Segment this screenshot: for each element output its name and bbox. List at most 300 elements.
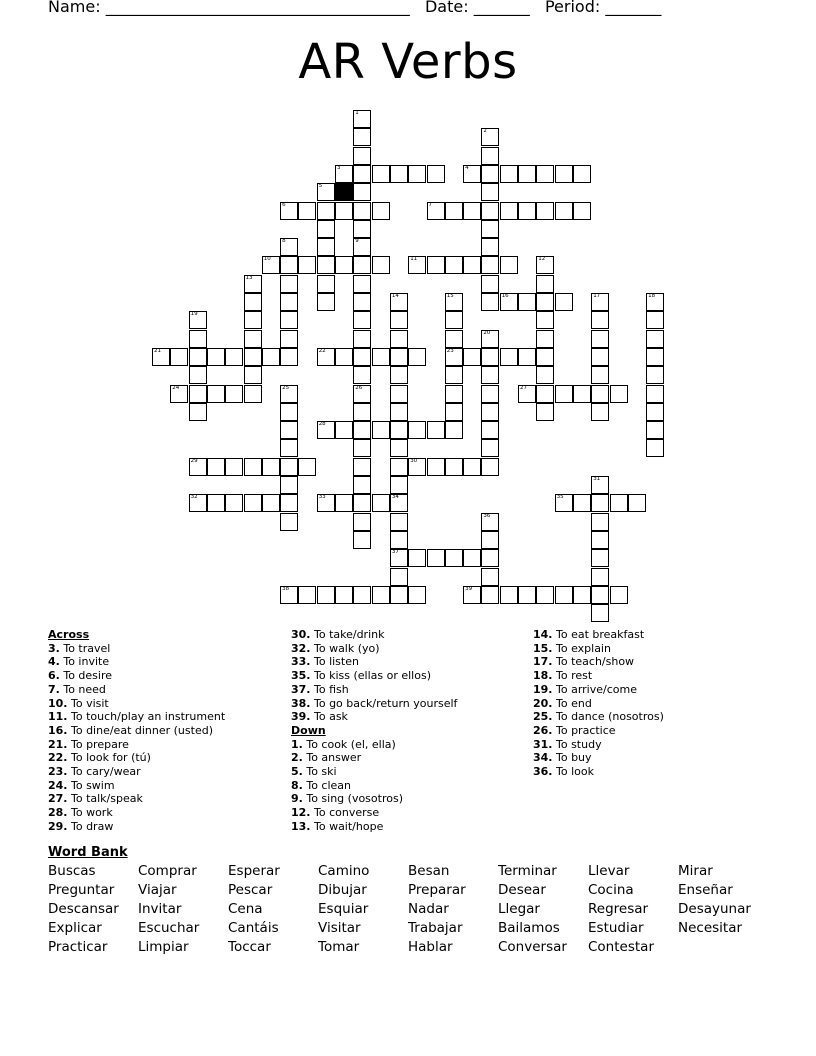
grid-cell[interactable] xyxy=(427,549,445,567)
clue-number: 22. xyxy=(48,751,68,765)
grid-cell[interactable] xyxy=(372,165,390,183)
grid-cell[interactable] xyxy=(353,403,371,421)
date-blank[interactable]: _______ xyxy=(473,0,530,16)
grid-cell[interactable] xyxy=(591,586,609,604)
grid-cell[interactable] xyxy=(353,256,371,274)
grid-cell[interactable] xyxy=(372,202,390,220)
grid-cell[interactable] xyxy=(280,403,298,421)
grid-cell[interactable] xyxy=(463,458,481,476)
grid-cell[interactable] xyxy=(591,513,609,531)
grid-cell[interactable] xyxy=(408,549,426,567)
clue-item xyxy=(533,669,664,683)
grid-cell[interactable] xyxy=(427,256,445,274)
grid-cell[interactable] xyxy=(445,458,463,476)
grid-cell[interactable] xyxy=(555,494,573,512)
word-bank-word: Dibujar xyxy=(318,882,367,898)
date-label: Date: xyxy=(424,0,469,16)
grid-cell[interactable] xyxy=(555,165,573,183)
grid-cell[interactable] xyxy=(353,531,371,549)
grid-cell[interactable] xyxy=(390,385,408,403)
grid-cell[interactable] xyxy=(481,330,499,348)
grid-cell[interactable] xyxy=(481,238,499,256)
grid-cell[interactable] xyxy=(518,348,536,366)
clue-number: 17. xyxy=(533,655,553,669)
grid-cell[interactable] xyxy=(280,439,298,457)
grid-cell[interactable] xyxy=(481,586,499,604)
grid-cell[interactable] xyxy=(262,348,280,366)
grid-cell[interactable] xyxy=(353,128,371,146)
grid-cell[interactable] xyxy=(500,202,518,220)
clue-text: To practice xyxy=(552,723,616,737)
grid-cell[interactable] xyxy=(591,604,609,622)
grid-cell[interactable] xyxy=(335,494,353,512)
clue-text: To need xyxy=(59,682,106,696)
grid-cell[interactable] xyxy=(646,330,664,348)
grid-cell[interactable] xyxy=(481,531,499,549)
grid-cell[interactable] xyxy=(244,385,262,403)
grid-cell[interactable] xyxy=(445,403,463,421)
grid-cell[interactable] xyxy=(335,586,353,604)
grid-cell[interactable] xyxy=(353,238,371,256)
clue-text: To listen xyxy=(310,655,359,669)
grid-cell[interactable] xyxy=(353,330,371,348)
grid-cell[interactable] xyxy=(408,458,426,476)
grid-cell[interactable] xyxy=(317,220,335,238)
grid-cell[interactable] xyxy=(353,421,371,439)
grid-cell[interactable] xyxy=(280,458,298,476)
clue-item xyxy=(291,792,457,806)
grid-cell[interactable] xyxy=(298,202,316,220)
grid-cell[interactable] xyxy=(518,586,536,604)
grid-cell[interactable] xyxy=(207,348,225,366)
grid-cell[interactable] xyxy=(317,238,335,256)
grid-cell[interactable] xyxy=(390,568,408,586)
grid-cell[interactable] xyxy=(573,494,591,512)
grid-cell[interactable] xyxy=(317,183,335,201)
grid-cell[interactable] xyxy=(353,458,371,476)
grid-cell[interactable] xyxy=(244,293,262,311)
grid-cell[interactable] xyxy=(244,348,262,366)
grid-cell[interactable] xyxy=(408,165,426,183)
grid-cell[interactable] xyxy=(280,385,298,403)
grid-cell[interactable] xyxy=(298,256,316,274)
clue-number: 15. xyxy=(533,641,553,655)
grid-cell[interactable] xyxy=(280,202,298,220)
grid-cell[interactable] xyxy=(372,348,390,366)
word-bank-word: Camino xyxy=(318,863,370,879)
clue-text: To answer xyxy=(302,751,362,765)
grid-cell[interactable] xyxy=(445,330,463,348)
grid-cell[interactable] xyxy=(408,586,426,604)
grid-cell[interactable] xyxy=(481,165,499,183)
grid-cell[interactable] xyxy=(225,348,243,366)
grid-cell[interactable] xyxy=(427,165,445,183)
grid-cell[interactable] xyxy=(591,476,609,494)
grid-cell[interactable] xyxy=(280,330,298,348)
grid-cell[interactable] xyxy=(189,311,207,329)
grid-cell[interactable] xyxy=(463,256,481,274)
grid-cell[interactable] xyxy=(536,293,554,311)
clue-number-label: 26 xyxy=(355,384,363,391)
grid-cell[interactable] xyxy=(408,421,426,439)
grid-cell[interactable] xyxy=(317,293,335,311)
grid-cell[interactable] xyxy=(244,275,262,293)
grid-cell[interactable] xyxy=(481,293,499,311)
grid-cell[interactable] xyxy=(335,202,353,220)
grid-cell[interactable] xyxy=(390,586,408,604)
grid-cell[interactable] xyxy=(628,494,646,512)
grid-cell[interactable] xyxy=(390,330,408,348)
grid-cell[interactable] xyxy=(353,385,371,403)
grid-cell[interactable] xyxy=(390,311,408,329)
clue-list-down-1 xyxy=(291,738,457,834)
grid-cell[interactable] xyxy=(317,256,335,274)
grid-cell[interactable] xyxy=(591,549,609,567)
clue-number: 36. xyxy=(533,765,553,779)
grid-cell[interactable] xyxy=(481,183,499,201)
grid-cell[interactable] xyxy=(189,330,207,348)
grid-cell[interactable] xyxy=(591,348,609,366)
grid-cell[interactable] xyxy=(536,385,554,403)
grid-cell[interactable] xyxy=(298,586,316,604)
grid-cell[interactable] xyxy=(573,165,591,183)
grid-cell[interactable] xyxy=(189,366,207,384)
grid-cell[interactable] xyxy=(646,421,664,439)
grid-cell[interactable] xyxy=(573,202,591,220)
grid-cell[interactable] xyxy=(536,586,554,604)
word-bank-word: Toccar xyxy=(228,939,271,955)
clue-item xyxy=(291,683,457,697)
grid-cell[interactable] xyxy=(280,256,298,274)
word-bank-word: Escuchar xyxy=(138,920,200,936)
grid-cell[interactable] xyxy=(390,403,408,421)
grid-cell[interactable] xyxy=(445,549,463,567)
grid-cell[interactable] xyxy=(500,256,518,274)
clue-number-label: 22 xyxy=(318,347,326,354)
clue-number-label: 31 xyxy=(593,476,601,482)
grid-cell[interactable] xyxy=(536,202,554,220)
grid-cell[interactable] xyxy=(280,275,298,293)
grid-cell[interactable] xyxy=(280,311,298,329)
grid-cell[interactable] xyxy=(390,494,408,512)
grid-cell[interactable] xyxy=(646,439,664,457)
grid-cell[interactable] xyxy=(372,256,390,274)
grid-cell[interactable] xyxy=(225,458,243,476)
grid-cell[interactable] xyxy=(353,366,371,384)
grid-cell[interactable] xyxy=(481,549,499,567)
grid-cell[interactable] xyxy=(280,348,298,366)
grid-cell[interactable] xyxy=(463,586,481,604)
clue-item xyxy=(48,710,225,724)
grid-cell[interactable] xyxy=(353,147,371,165)
grid-cell[interactable] xyxy=(244,330,262,348)
grid-cell[interactable] xyxy=(536,256,554,274)
grid-cell[interactable] xyxy=(317,586,335,604)
grid-cell[interactable] xyxy=(189,403,207,421)
grid-cell[interactable] xyxy=(536,275,554,293)
clue-number-label: 17 xyxy=(593,293,601,299)
grid-cell[interactable] xyxy=(353,165,371,183)
grid-cell[interactable] xyxy=(591,403,609,421)
grid-cell[interactable] xyxy=(189,458,207,476)
grid-cell[interactable] xyxy=(280,494,298,512)
grid-cell[interactable] xyxy=(591,293,609,311)
grid-cell[interactable] xyxy=(591,568,609,586)
grid-cell[interactable] xyxy=(555,586,573,604)
clue-item xyxy=(48,751,225,765)
grid-cell[interactable] xyxy=(591,366,609,384)
grid-cell[interactable] xyxy=(390,293,408,311)
grid-cell[interactable] xyxy=(390,165,408,183)
grid-cell[interactable] xyxy=(481,128,499,146)
grid-cell[interactable] xyxy=(481,348,499,366)
clue-number: 6. xyxy=(48,669,60,683)
grid-cell[interactable] xyxy=(481,458,499,476)
word-bank-word: Buscas xyxy=(48,863,96,879)
grid-cell[interactable] xyxy=(335,165,353,183)
grid-cell[interactable] xyxy=(591,385,609,403)
grid-cell[interactable] xyxy=(170,348,188,366)
grid-cell[interactable] xyxy=(353,586,371,604)
grid-cell[interactable] xyxy=(317,348,335,366)
grid-cell[interactable] xyxy=(408,256,426,274)
clue-number: 19. xyxy=(533,682,553,696)
clues-column-1 xyxy=(48,628,225,834)
grid-cell[interactable] xyxy=(591,311,609,329)
grid-cell[interactable] xyxy=(189,385,207,403)
clue-item xyxy=(533,738,664,752)
grid-cell[interactable] xyxy=(610,385,628,403)
grid-cell[interactable] xyxy=(481,220,499,238)
grid-cell[interactable] xyxy=(591,330,609,348)
grid-cell[interactable] xyxy=(353,183,371,201)
grid-cell[interactable] xyxy=(390,476,408,494)
grid-cell[interactable] xyxy=(390,458,408,476)
grid-cell[interactable] xyxy=(518,202,536,220)
clue-number-label: 2 xyxy=(483,128,487,135)
grid-cell[interactable] xyxy=(573,385,591,403)
grid-cell[interactable] xyxy=(207,458,225,476)
grid-cell[interactable] xyxy=(481,147,499,165)
grid-cell[interactable] xyxy=(390,513,408,531)
grid-cell[interactable] xyxy=(207,494,225,512)
grid-cell[interactable] xyxy=(427,458,445,476)
grid-cell[interactable] xyxy=(591,494,609,512)
grid-cell[interactable] xyxy=(280,476,298,494)
grid-cell[interactable] xyxy=(353,220,371,238)
grid-cell[interactable] xyxy=(481,439,499,457)
grid-cell[interactable] xyxy=(207,385,225,403)
word-bank-word: Desayunar xyxy=(678,901,751,917)
grid-cell[interactable] xyxy=(646,366,664,384)
grid-cell[interactable] xyxy=(390,348,408,366)
grid-cell[interactable] xyxy=(646,348,664,366)
grid-cell[interactable] xyxy=(335,256,353,274)
grid-cell[interactable] xyxy=(353,348,371,366)
grid-cell[interactable] xyxy=(445,385,463,403)
grid-cell[interactable] xyxy=(317,421,335,439)
grid-cell[interactable] xyxy=(445,421,463,439)
grid-cell[interactable] xyxy=(463,165,481,183)
grid-cell[interactable] xyxy=(335,421,353,439)
grid-cell[interactable] xyxy=(518,293,536,311)
clue-number-label: 37 xyxy=(391,549,399,556)
grid-cell[interactable] xyxy=(610,586,628,604)
grid-cell[interactable] xyxy=(390,421,408,439)
grid-cell[interactable] xyxy=(280,293,298,311)
grid-cell[interactable] xyxy=(518,385,536,403)
grid-cell[interactable] xyxy=(427,202,445,220)
grid-cell[interactable] xyxy=(481,421,499,439)
grid-cell[interactable] xyxy=(170,385,188,403)
grid-cell[interactable] xyxy=(445,202,463,220)
grid-cell[interactable] xyxy=(500,348,518,366)
grid-cell[interactable] xyxy=(500,586,518,604)
word-bank-word: Estudiar xyxy=(588,920,644,936)
grid-cell[interactable] xyxy=(225,385,243,403)
grid-cell[interactable] xyxy=(536,403,554,421)
grid-cell[interactable] xyxy=(445,366,463,384)
clue-text: To take/drink xyxy=(310,628,385,641)
grid-cell[interactable] xyxy=(353,311,371,329)
grid-cell[interactable] xyxy=(408,348,426,366)
grid-cell[interactable] xyxy=(646,403,664,421)
grid-cell[interactable] xyxy=(390,366,408,384)
grid-cell[interactable] xyxy=(152,348,170,366)
clue-text: To study xyxy=(552,737,602,751)
grid-cell[interactable] xyxy=(244,494,262,512)
grid-cell[interactable] xyxy=(262,494,280,512)
grid-cell[interactable] xyxy=(353,476,371,494)
word-bank-word: Cantáis xyxy=(228,920,279,936)
grid-cell[interactable] xyxy=(481,275,499,293)
grid-cell[interactable] xyxy=(353,202,371,220)
grid-cell[interactable] xyxy=(445,256,463,274)
grid-cell[interactable] xyxy=(262,458,280,476)
clue-number: 7. xyxy=(48,682,60,696)
clue-number: 9. xyxy=(291,792,303,806)
grid-cell[interactable] xyxy=(555,293,573,311)
clues-column-3 xyxy=(533,628,664,779)
grid-cell[interactable] xyxy=(335,348,353,366)
grid-cell[interactable] xyxy=(445,293,463,311)
grid-cell[interactable] xyxy=(317,494,335,512)
clue-number: 24. xyxy=(48,778,68,792)
grid-cell[interactable] xyxy=(317,202,335,220)
grid-cell[interactable] xyxy=(646,311,664,329)
clue-number-label: 10 xyxy=(263,256,271,263)
grid-cell[interactable] xyxy=(390,549,408,567)
clue-item xyxy=(291,642,457,656)
grid-cell[interactable] xyxy=(225,494,243,512)
word-bank-word: Terminar xyxy=(498,863,557,879)
grid-cell[interactable] xyxy=(262,256,280,274)
grid-cell[interactable] xyxy=(280,421,298,439)
grid-cell[interactable] xyxy=(536,348,554,366)
grid-cell[interactable] xyxy=(445,348,463,366)
grid-cell[interactable] xyxy=(481,568,499,586)
grid-cell[interactable] xyxy=(353,513,371,531)
grid-cell[interactable] xyxy=(481,513,499,531)
grid-cell[interactable] xyxy=(481,202,499,220)
clue-number: 13. xyxy=(291,819,311,833)
grid-cell[interactable] xyxy=(353,275,371,293)
grid-cell[interactable] xyxy=(555,202,573,220)
grid-cell[interactable] xyxy=(610,494,628,512)
grid-cell[interactable] xyxy=(500,165,518,183)
grid-cell[interactable] xyxy=(445,311,463,329)
grid-cell[interactable] xyxy=(536,311,554,329)
grid-cell[interactable] xyxy=(481,366,499,384)
word-bank-word: Viajar xyxy=(138,882,177,898)
grid-cell[interactable] xyxy=(372,586,390,604)
clue-number: 2. xyxy=(291,751,303,765)
grid-cell[interactable] xyxy=(372,494,390,512)
grid-cell[interactable] xyxy=(390,439,408,457)
grid-cell[interactable] xyxy=(244,366,262,384)
grid-cell[interactable] xyxy=(536,330,554,348)
period-label: Period: xyxy=(544,0,601,16)
grid-cell[interactable] xyxy=(353,494,371,512)
grid-cell[interactable] xyxy=(390,531,408,549)
grid-cell[interactable] xyxy=(463,202,481,220)
grid-cell[interactable] xyxy=(280,586,298,604)
grid-cell[interactable] xyxy=(298,458,316,476)
clue-text: To buy xyxy=(552,751,592,765)
clue-text: To ski xyxy=(302,765,337,779)
grid-cell[interactable] xyxy=(500,293,518,311)
word-bank-word: Mirar xyxy=(678,863,713,879)
grid-cell[interactable] xyxy=(463,348,481,366)
grid-cell[interactable] xyxy=(353,293,371,311)
grid-cell[interactable] xyxy=(244,458,262,476)
clue-number: 39. xyxy=(291,710,311,724)
period-blank[interactable]: _______ xyxy=(605,0,662,16)
grid-cell[interactable] xyxy=(518,165,536,183)
grid-cell[interactable] xyxy=(317,275,335,293)
grid-cell[interactable] xyxy=(353,439,371,457)
grid-cell[interactable] xyxy=(573,586,591,604)
grid-cell[interactable] xyxy=(244,311,262,329)
grid-cell[interactable] xyxy=(536,366,554,384)
grid-cell[interactable] xyxy=(353,110,371,128)
clue-item xyxy=(48,697,225,711)
grid-cell[interactable] xyxy=(555,385,573,403)
clue-number-label: 16 xyxy=(501,293,509,299)
grid-cell[interactable] xyxy=(280,238,298,256)
grid-cell[interactable] xyxy=(481,403,499,421)
grid-cell[interactable] xyxy=(536,165,554,183)
grid-cell[interactable] xyxy=(372,421,390,439)
clue-text: To teach/show xyxy=(552,655,635,669)
name-label: Name: xyxy=(48,0,101,16)
grid-cell[interactable] xyxy=(280,513,298,531)
name-blank[interactable]: ______________________________________ xyxy=(105,0,410,16)
grid-cell[interactable] xyxy=(189,348,207,366)
grid-cell[interactable] xyxy=(427,421,445,439)
word-bank-word: Contestar xyxy=(588,939,654,955)
grid-cell[interactable] xyxy=(646,293,664,311)
grid-cell[interactable] xyxy=(646,385,664,403)
grid-cell[interactable] xyxy=(591,531,609,549)
grid-cell[interactable] xyxy=(189,494,207,512)
grid-cell[interactable] xyxy=(481,256,499,274)
clue-item xyxy=(48,792,225,806)
grid-cell[interactable] xyxy=(481,385,499,403)
word-bank-word: Besan xyxy=(408,863,450,879)
grid-cell[interactable] xyxy=(463,549,481,567)
clue-text: To arrive/come xyxy=(552,682,637,696)
